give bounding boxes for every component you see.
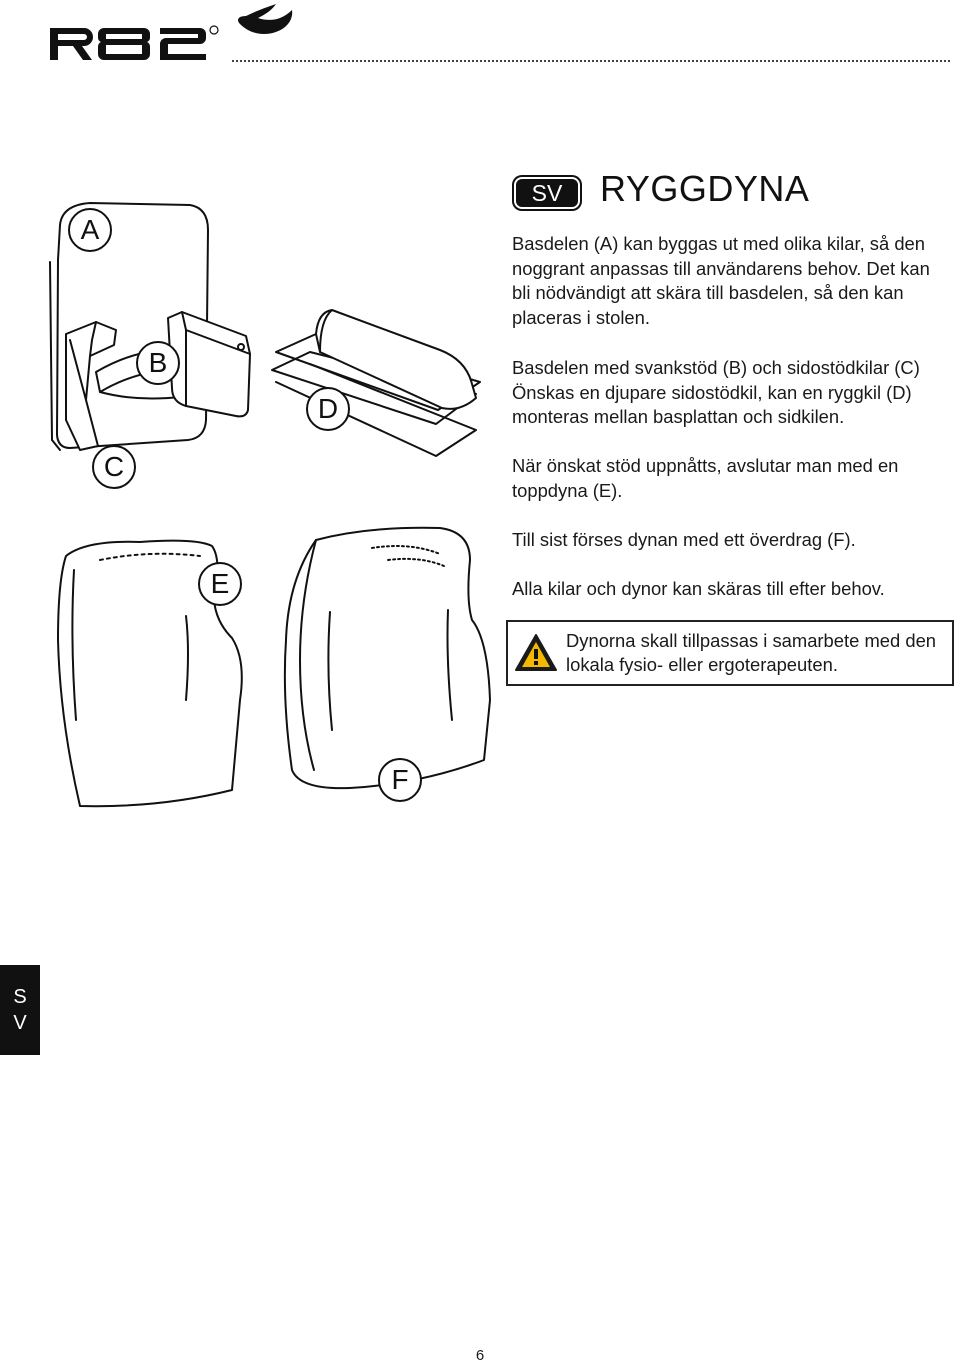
warning-text: Dynorna skall tillpassas i samarbete med den lokala fysio- eller ergoterapeuten. <box>566 629 937 675</box>
back-wedge-drawing <box>272 310 480 456</box>
side-tab-line-2: V <box>13 1012 27 1034</box>
paragraph-base: Basdelen (A) kan byggas ut med olika kilar, så den noggrant anpassas till användarens behov. Det kan bli nödvändigt att skära till basdelen, så den kan placeras i stolen. <box>512 233 930 328</box>
label-a: A <box>68 208 112 252</box>
label-c: C <box>92 445 136 489</box>
paragraph-top-cushion: När önskat stöd uppnåtts, avslutar man med en toppdyna (E). <box>512 455 899 501</box>
warning-box <box>506 620 954 686</box>
paragraph-wedges: Basdelen med svankstöd (B) och sidostödkilar (C) Önskas en djupare sidostödkil, kan en ryggkil (D) monteras mellan basplattan och sidkilen. <box>512 357 920 427</box>
label-e: E <box>198 562 242 606</box>
page-title: RYGGDYNA <box>600 168 810 209</box>
label-f: F <box>378 758 422 802</box>
language-badge: SV <box>512 175 582 211</box>
page-number: 6 <box>475 1347 485 1364</box>
side-tab-line-1: S <box>13 986 27 1008</box>
language-side-tab <box>0 965 40 1055</box>
warning-triangle-icon <box>514 633 558 673</box>
cushion-illustrations <box>0 0 500 820</box>
paragraph-cutting: Alla kilar och dynor kan skäras till efter behov. <box>512 578 885 599</box>
label-d: D <box>306 387 350 431</box>
paragraph-cover: Till sist förses dynan med ett överdrag (F). <box>512 529 856 550</box>
covered-cushion-drawing <box>285 528 490 788</box>
label-b: B <box>136 341 180 385</box>
